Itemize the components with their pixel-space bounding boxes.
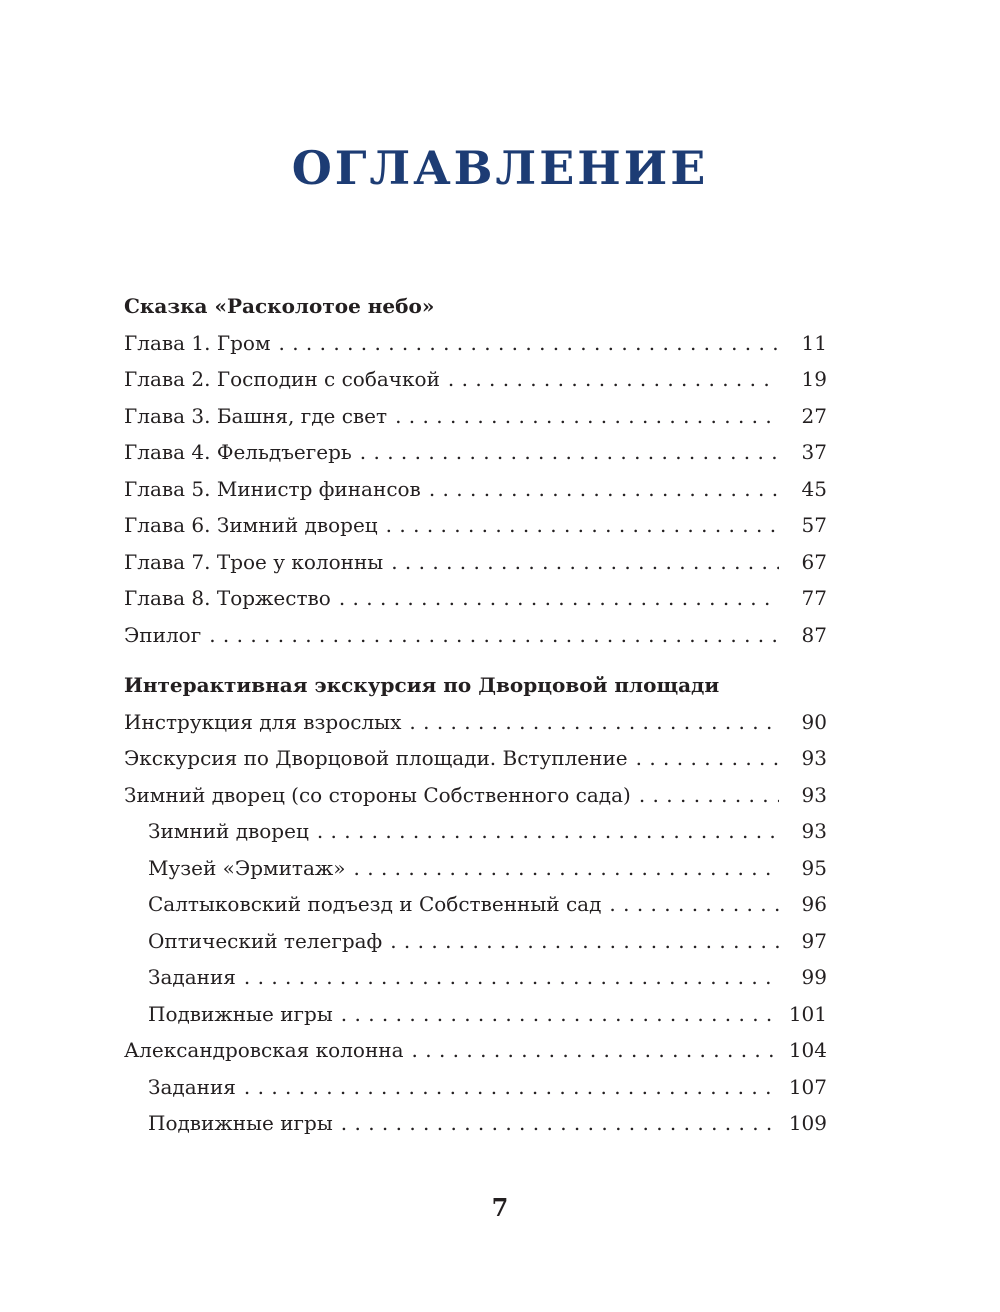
toc-entry-page: 57: [801, 513, 827, 537]
dot-leader: [386, 507, 779, 544]
toc-entry-label: Глава 5. Министр финансов: [124, 476, 421, 501]
dot-leader: [609, 886, 779, 923]
toc-entry[interactable]: [124, 434, 827, 471]
toc-entry-label: Зимний дворец: [148, 819, 309, 843]
dot-leader: [360, 434, 779, 471]
toc-entry[interactable]: [124, 361, 827, 398]
toc-subentry[interactable]: [124, 1105, 827, 1142]
toc-entry-page: 19: [801, 367, 827, 391]
toc-entry-page: 109: [788, 1111, 827, 1135]
dot-leader: [341, 1105, 779, 1142]
table-of-contents: [124, 288, 827, 1142]
toc-entry-page: 104: [788, 1038, 827, 1062]
toc-subentry[interactable]: [124, 923, 827, 960]
toc-entry-label: Глава 3. Башня, где свет: [124, 403, 388, 428]
dot-leader: [390, 923, 779, 960]
toc-entry-page: 11: [801, 330, 827, 355]
toc-entry-label: Инструкция для взрослых: [124, 709, 402, 734]
dot-leader: [448, 361, 779, 398]
toc-entry-label: Подвижные игры: [148, 1001, 333, 1026]
toc-entry[interactable]: [124, 704, 827, 741]
toc-entry-label: Подвижные игры: [148, 1111, 333, 1135]
toc-entry-label: Салтыковский подъезд и Собственный сад: [148, 892, 602, 916]
toc-entry-page: 97: [801, 928, 827, 953]
toc-entry[interactable]: [124, 740, 827, 777]
toc-entry-page: 93: [801, 819, 827, 843]
dot-leader: [354, 850, 779, 887]
dot-leader: [391, 544, 779, 581]
dot-leader: [412, 1032, 779, 1069]
toc-entry-label: Оптический телеграф: [148, 928, 383, 953]
dot-leader: [339, 580, 779, 617]
page-title: ОГЛАВЛЕНИЕ: [291, 141, 709, 195]
toc-entry-label: Александровская колонна: [124, 1038, 404, 1062]
toc-entry-label: Экскурсия по Дворцовой площади. Вступление: [124, 746, 628, 770]
dot-leader: [317, 813, 779, 850]
toc-subentry[interactable]: [124, 850, 827, 887]
toc-entry-label: Музей «Эрмитаж»: [148, 855, 346, 880]
toc-entry[interactable]: [124, 507, 827, 544]
dot-leader: [341, 996, 779, 1033]
dot-leader: [409, 704, 779, 741]
toc-entry-page: 93: [801, 782, 827, 807]
toc-entry-page: 37: [801, 440, 827, 464]
dot-leader: [639, 777, 779, 814]
toc-entry[interactable]: [124, 1032, 827, 1069]
toc-entry[interactable]: [124, 325, 827, 362]
toc-subentry[interactable]: [124, 959, 827, 996]
toc-entry[interactable]: [124, 777, 827, 814]
toc-entry-label: Глава 4. Фельдъегерь: [124, 440, 352, 464]
toc-entry-label: Глава 2. Господин с собачкой: [124, 367, 440, 391]
section-heading-excursion: Интерактивная экскурсия по Дворцовой площади: [124, 673, 720, 697]
toc-entry-page: 95: [801, 855, 827, 880]
toc-entry-label: Задания: [148, 1074, 236, 1099]
toc-entry-page: 27: [801, 403, 827, 428]
toc-entry-label: Глава 1. Гром: [124, 330, 271, 355]
toc-entry[interactable]: [124, 544, 827, 581]
toc-subentry[interactable]: [124, 1069, 827, 1106]
dot-leader: [244, 1069, 779, 1106]
toc-entry-page: 93: [801, 746, 827, 770]
toc-entry[interactable]: [124, 398, 827, 435]
toc-entry-page: 87: [801, 622, 827, 647]
toc-subentry[interactable]: [124, 813, 827, 850]
toc-entry-page: 96: [801, 892, 827, 916]
toc-entry-label: Глава 7. Трое у колонны: [124, 549, 384, 574]
toc-entry-label: Глава 6. Зимний дворец: [124, 513, 378, 537]
toc-entry-label: Глава 8. Торжество: [124, 586, 331, 610]
toc-entry[interactable]: [124, 617, 827, 654]
page-number: 7: [491, 1193, 509, 1222]
toc-entry-page: 107: [788, 1074, 827, 1099]
section-heading-fairy-tale: Сказка «Расколотое небо»: [124, 294, 435, 318]
toc-entry-page: 77: [801, 586, 827, 610]
toc-entry-label: Задания: [148, 965, 236, 989]
toc-entry-label: Эпилог: [124, 622, 202, 647]
toc-entry-page: 101: [788, 1001, 827, 1026]
toc-entry-label: Зимний дворец (со стороны Собственного сада): [124, 782, 631, 807]
toc-entry[interactable]: [124, 580, 827, 617]
dot-leader: [244, 959, 779, 996]
dot-leader: [395, 398, 779, 435]
toc-subentry[interactable]: [124, 996, 827, 1033]
toc-subentry[interactable]: [124, 886, 827, 923]
toc-entry-page: 45: [801, 476, 827, 501]
toc-entry-page: 99: [801, 965, 827, 989]
dot-leader: [209, 617, 779, 654]
dot-leader: [429, 471, 779, 508]
dot-leader: [636, 740, 779, 777]
toc-entry[interactable]: [124, 471, 827, 508]
dot-leader: [279, 325, 780, 362]
toc-entry-page: 67: [801, 549, 827, 574]
toc-entry-page: 90: [801, 709, 827, 734]
